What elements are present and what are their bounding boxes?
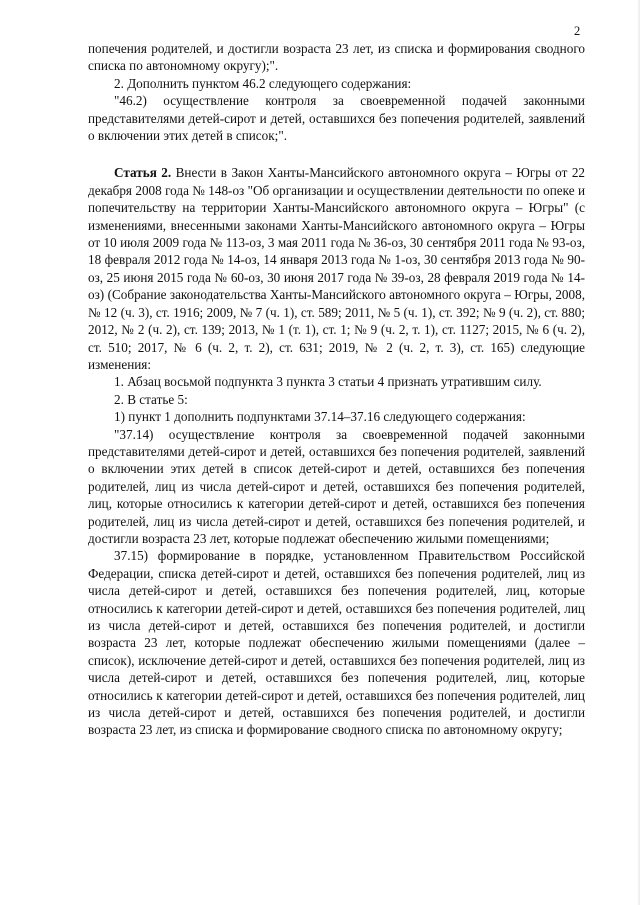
article-2-text: Внести в Закон Ханты-Мансийского автономного округа – Югры от 22 декабря 2008 года № 148-оз "Об организации и осуществлении деятельности по опеке и попечительству на территории Ханты-Мансийского автономного округа – Югры" (с изменениями, внесенными законами Ханты-Мансийского автономного округа – Югры от 10 июля 2009 года № 113-оз, 3 мая 2011 года № 36-оз, 30 сентября 2011 года № 93-оз, 18 февраля 2012 года № 14-оз, 14 января 2013 года № 1-оз, 30 сентября 2013 года № 90-оз, 25 июня 2015 года № 60-оз, 30 июня 2017 года № 39-оз, 28 февраля 2019 года № 14-оз) (Собрание законодательства Ханты-Мансийского автономного округа – Югры, 2008, № 12 (ч. 3), ст. 1916; 2009, № 7 (ч. 1), ст. 589; 2011, № 5 (ч. 1), ст. 392; № 9 (ч. 2), ст. 880; 2012, № 2 (ч. 2), ст. 139; 2013, № 1 (т. 1), ст. 1; № 9 (ч. 2, т. 1), ст. 1127; 2015, № 6 (ч. 2), ст. 510; 2017, № 6 (ч. 2, т. 2), ст. 631; 2019, № 2 (ч. 2, т. 3), ст. 165) следующие изменения: bbox=[88, 165, 586, 372]
section-gap bbox=[88, 144, 585, 164]
paragraph-quote-46-2: "46.2) осуществление контроля за своевременной подачей законными представителями детей-сирот и детей, оставшихся без попечения родителей, заявлений о включении этих детей в список;". bbox=[88, 93, 585, 144]
article-2-paragraph bbox=[88, 164, 585, 373]
paragraph-item-2: 2. В статье 5: bbox=[114, 391, 188, 407]
paragraph-amendment-46-2: 2. Дополнить пунктом 46.2 следующего содержания: bbox=[114, 75, 412, 91]
paragraph-subitem-1: 1) пункт 1 дополнить подпунктами 37.14–37.16 следующего содержания: bbox=[114, 409, 526, 425]
article-2-heading: Статья 2. bbox=[114, 165, 172, 181]
paragraph-continuation: попечения родителей, и достигли возраста 23 лет, из списка и формирования сводного списка по автономному округу);". bbox=[88, 41, 585, 74]
paragraph-item-1: 1. Абзац восьмой подпункта 3 пункта 3 статьи 4 признать утратившим силу. bbox=[114, 374, 542, 390]
page-number: 2 bbox=[574, 24, 581, 38]
paragraph-37-14: "37.14) осуществление контроля за своевременной подачей законными представителями детей-сирот и детей, оставшихся без попечения родителей, заявлений о включении этих детей в список детей-сирот и детей, оставшихся без попечения родителей, лиц из числа детей-сирот и детей, оставшихся без попечения родителей, лиц, которые относились к категории детей-сирот и детей, оставшихся без попечения родителей, лиц из числа детей-сирот и детей, оставшихся без попечения родителей, и достигли возраста 23 лет, которые подлежат обеспечению жилыми помещениями; bbox=[88, 426, 585, 546]
paragraph-37-15: 37.15) формирование в порядке, установленном Правительством Российской Федерации, списка детей-сирот и детей, оставшихся без попечения родителей, лиц из числа детей-сирот и детей, оставшихся без попечения родителей, лиц, которые относились к категории детей-сирот и детей, оставшихся без попечения родителей, лиц из числа детей-сирот и детей, оставшихся без попечения родителей, и достигли возраста 23 лет, которые подлежат обеспечению жилыми помещениями (далее – список), исключение детей-сирот и детей, оставшихся без попечения родителей, лиц из числа детей-сирот и детей, оставшихся без попечения родителей, лиц, которые относились к категории детей-сирот и детей, оставшихся без попечения родителей, лиц из числа детей-сирот и детей, оставшихся без попечения родителей, и достигли возраста 23 лет, из списка и формирование сводного списка по автономному округу; bbox=[88, 548, 585, 738]
document-body bbox=[88, 40, 585, 739]
